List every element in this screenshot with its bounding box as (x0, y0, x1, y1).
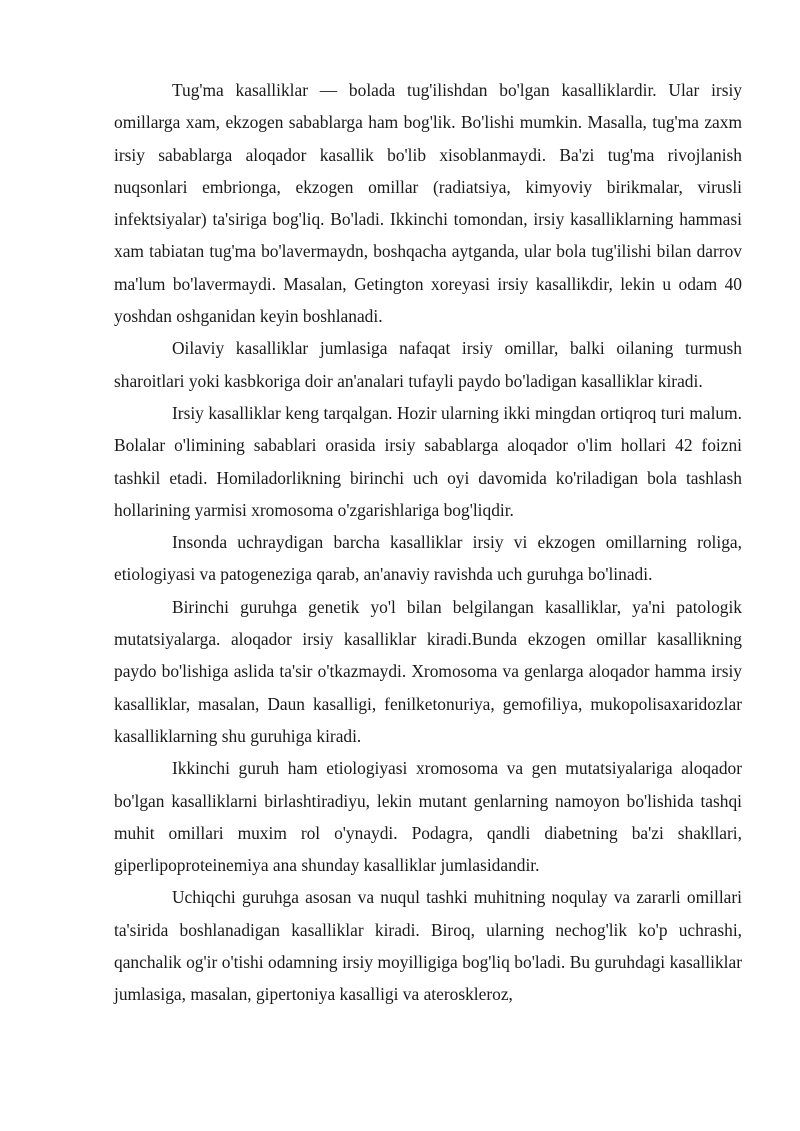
paragraph-hereditary-prevalence: Irsiy kasalliklar keng tarqalgan. Hozir ularning ikki mingdan ortiqroq turi malum. Bolalar o'limining sabablari orasida irsiy sabablarga aloqador o'lim hollari 42 foizni tashkil etadi. Homiladorlikning birinchi uch oyi davomida ko'riladigan bola tashlash hollarining yarmisi xromosoma o'zgarishlariga bog'liqdir. (114, 402, 742, 520)
document-page (114, 74, 742, 1011)
paragraph-classification: Insonda uchraydigan barcha kasalliklar irsiy vi ekzogen omillarning roliga, etiologiyasi va patogeneziga qarab, an'anaviy ravishda uch guruhga bo'linadi. (114, 532, 742, 585)
paragraph-first-group: Birinchi guruhga genetik yo'l bilan belgilangan kasalliklar, ya'ni patologik mutatsiyalarga. aloqador irsiy kasalliklar kiradi.Bunda ekzogen omillar kasallikning paydo bo'lishiga aslida ta'sir o'tkazmaydi. Xromosoma va genlarga aloqador hamma irsiy kasalliklar, masalan, Daun kasalligi, fenilketonuriya, gemofiliya, mukopolisaxaridozlar kasalliklarning shu guruhiga kiradi. (114, 596, 742, 746)
paragraph-second-group: Ikkinchi guruh ham etiologiyasi xromosoma va gen mutatsiyalariga aloqador bo'lgan kasalliklarni birlashtiradiyu, lekin mutant genlarning namoyon bo'lishida tashqi muhit omillari muxim rol o'ynaydi. Podagra, qandli diabetning ba'zi shakllari, giperlipoproteinemiya ana shunday kasalliklar jumlasidandir. (114, 758, 742, 876)
paragraph-congenital-diseases: Tug'ma kasalliklar — bolada tug'ilishdan bo'lgan kasalliklardir. Ular irsiy omillarga xam, ekzogen sabablarga ham bog'lik. Bo'lishi mumkin. Masalla, tug'ma zaxm irsiy sabablarga aloqador kasallik bo'lib xisoblanmaydi. Ba'zi tug'ma rivojlanish nuqsonlari embrionga, ekzogen omillar (radiatsiya, kimyoviy birikmalar, virusli infektsiyalar) ta'siriga bog'liq. Bo'ladi. Ikkinchi tomondan, irsiy kasalliklarning hammasi xam tabiatan tug'ma bo'lavermaydn, boshqacha aytganda, ular bola tug'ilishi bilan darrov ma'lum bo'lavermaydi. Masalan, Getington xoreyasi irsiy kasallikdir, lekin u odam 40 yoshdan oshganidan keyin boshlanadi. (114, 80, 742, 327)
paragraph-family-diseases: Oilaviy kasalliklar jumlasiga nafaqat irsiy omillar, balki oilaning turmush sharoitlari yoki kasbkoriga doir an'analari tufayli paydo bo'ladigan kasalliklar kiradi. (114, 338, 742, 391)
paragraph-third-group: Uchiqchi guruhga asosan va nuqul tashki muhitning noqulay va zararli omillari ta'sirida boshlanadigan kasalliklar kiradi. Biroq, ularning nechog'lik ko'p uchrashi, qanchalik og'ir o'tishi odamning irsiy moyilligiga bog'liq bo'ladi. Bu guruhdagi kasalliklar jumlasiga, masalan, gipertoniya kasalligi va ateroskleroz, (114, 887, 742, 1005)
